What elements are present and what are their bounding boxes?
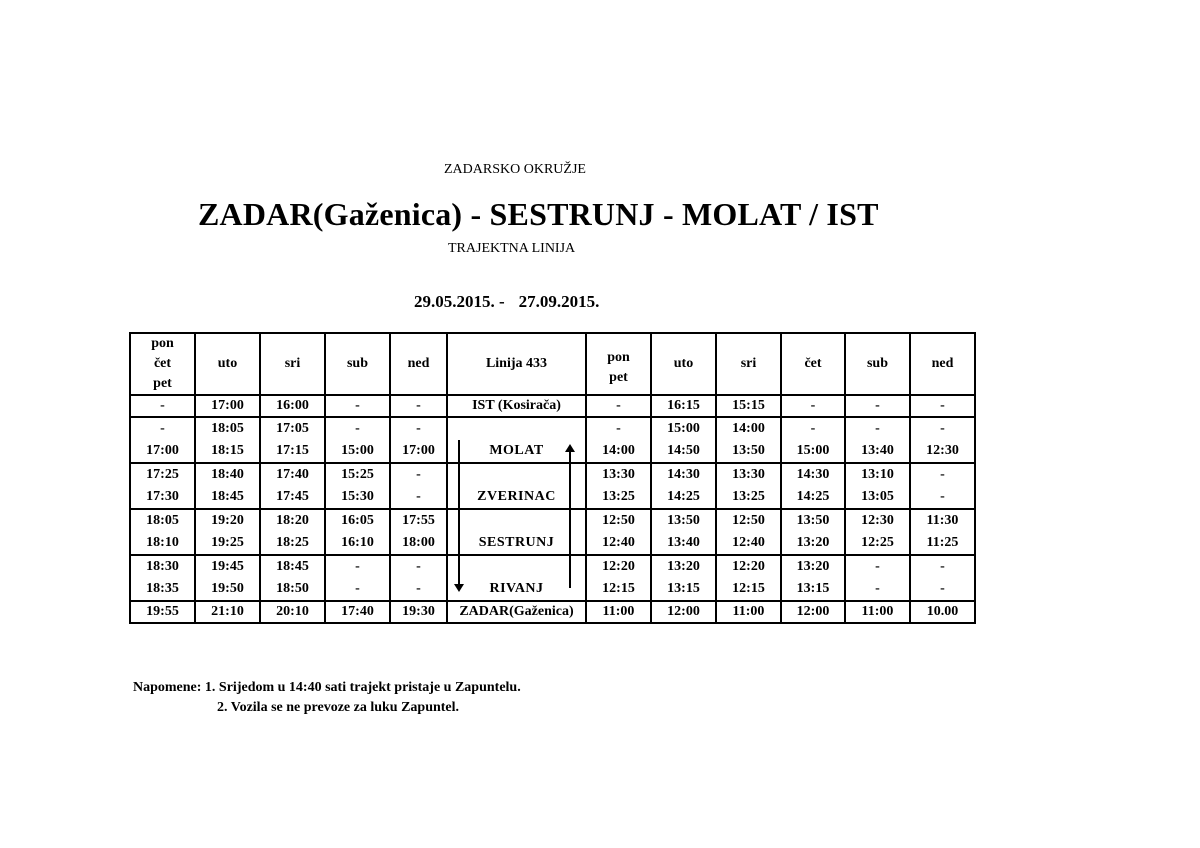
time-pair-cell <box>260 555 325 601</box>
col-header: sub <box>845 333 910 395</box>
time-arrival: 18:20 <box>276 513 309 528</box>
validity-dates <box>414 292 599 312</box>
arrow-down-icon <box>458 440 460 590</box>
stop-row <box>130 463 975 509</box>
time-departure: 14:25 <box>667 489 700 504</box>
time-cell: - <box>130 395 195 417</box>
time-pair-cell <box>716 509 781 555</box>
col-header: ned <box>390 333 447 395</box>
time-departure: 18:00 <box>402 535 435 550</box>
time-departure: 12:40 <box>732 535 765 550</box>
time-arrival: 14:30 <box>796 467 830 482</box>
time-pair-cell <box>651 417 716 463</box>
time-departure: 12:40 <box>602 535 635 550</box>
time-departure: 14:25 <box>796 489 830 504</box>
header-day: pet <box>609 370 628 385</box>
time-arrival: 12:20 <box>732 559 765 574</box>
header-day: pon <box>151 336 174 351</box>
time-pair-cell <box>716 417 781 463</box>
time-pair-cell <box>845 555 910 601</box>
time-departure: 14:50 <box>667 443 700 458</box>
time-pair-cell <box>586 463 651 509</box>
time-departure: 17:00 <box>402 443 435 458</box>
time-departure: 17:45 <box>276 489 309 504</box>
time-arrival: 13:20 <box>667 559 700 574</box>
time-pair-cell <box>260 509 325 555</box>
time-pair-cell <box>260 417 325 463</box>
time-arrival: 14:30 <box>667 467 700 482</box>
time-arrival: 18:05 <box>211 421 244 436</box>
time-arrival: - <box>416 467 421 482</box>
time-pair-cell <box>910 463 975 509</box>
line-label: Linija 433 <box>447 333 586 395</box>
time-arrival: 17:55 <box>402 513 435 528</box>
time-arrival: 13:10 <box>861 467 894 482</box>
table-row <box>130 395 975 417</box>
time-arrival: 17:25 <box>146 467 179 482</box>
time-departure: 15:00 <box>341 443 374 458</box>
time-departure: 12:25 <box>861 535 894 550</box>
region-label: ZADARSKO OKRUŽJE <box>444 162 586 177</box>
time-departure: 13:25 <box>732 489 765 504</box>
time-arrival: 13:30 <box>602 467 635 482</box>
time-pair-cell <box>260 463 325 509</box>
time-cell: - <box>586 395 651 417</box>
time-departure: 18:50 <box>276 581 309 596</box>
time-cell: 19:30 <box>390 601 447 623</box>
time-cell: 21:10 <box>195 601 260 623</box>
time-pair-cell <box>910 417 975 463</box>
stop-name: RIVANJ <box>489 581 544 596</box>
time-pair-cell <box>195 555 260 601</box>
time-arrival: 19:45 <box>211 559 244 574</box>
time-pair-cell <box>195 463 260 509</box>
time-arrival: 19:20 <box>211 513 244 528</box>
time-pair-cell <box>651 509 716 555</box>
time-cell: - <box>910 395 975 417</box>
time-arrival: 12:20 <box>602 559 635 574</box>
time-arrival: 18:40 <box>211 467 244 482</box>
time-departure: 12:15 <box>732 581 765 596</box>
time-arrival: 17:05 <box>276 421 309 436</box>
time-departure: 19:25 <box>211 535 244 550</box>
time-departure: 13:25 <box>602 489 635 504</box>
time-arrival: - <box>940 421 945 436</box>
time-departure: 18:45 <box>211 489 244 504</box>
date-from: 29.05.2015. - <box>414 292 505 311</box>
time-arrival: 15:00 <box>667 421 700 436</box>
time-departure: 12:15 <box>602 581 635 596</box>
header-day: čet <box>153 356 172 371</box>
timetable <box>129 332 976 624</box>
time-arrival: 16:05 <box>341 513 374 528</box>
time-pair-cell <box>390 555 447 601</box>
time-pair-cell <box>781 463 845 509</box>
time-pair-cell <box>716 555 781 601</box>
time-pair-cell <box>586 555 651 601</box>
col-header: čet <box>781 333 845 395</box>
time-cell: 11:00 <box>716 601 781 623</box>
time-cell: 12:00 <box>651 601 716 623</box>
note-2: 2. Vozila se ne prevoze za luku Zapuntel. <box>217 700 460 715</box>
time-cell: 17:40 <box>325 601 390 623</box>
time-pair-cell <box>781 555 845 601</box>
col-header: uto <box>651 333 716 395</box>
time-arrival: 13:30 <box>732 467 765 482</box>
time-pair-cell <box>781 417 845 463</box>
col-header: sub <box>325 333 390 395</box>
time-arrival: 13:50 <box>796 513 830 528</box>
time-departure: - <box>416 581 421 596</box>
time-cell: 15:15 <box>716 395 781 417</box>
col-header: ned <box>910 333 975 395</box>
time-arrival: 18:05 <box>146 513 179 528</box>
arrow-up-icon <box>569 448 571 588</box>
time-cell: 16:00 <box>260 395 325 417</box>
time-pair-cell <box>130 417 195 463</box>
time-arrival: - <box>416 421 421 436</box>
stop-name: ZADAR(Gaženica) <box>447 601 586 623</box>
time-departure: 18:35 <box>146 581 179 596</box>
time-cell: - <box>781 395 845 417</box>
time-pair-cell <box>390 463 447 509</box>
time-cell: 11:00 <box>845 601 910 623</box>
time-cell: 11:00 <box>586 601 651 623</box>
time-arrival: 12:30 <box>861 513 894 528</box>
time-departure: - <box>940 489 945 504</box>
stop-name: MOLAT <box>489 443 544 458</box>
header-day: pet <box>153 376 172 391</box>
time-pair-cell <box>586 509 651 555</box>
time-arrival: - <box>940 467 945 482</box>
time-pair-cell <box>586 417 651 463</box>
time-departure: 18:15 <box>211 443 244 458</box>
time-departure: 13:50 <box>732 443 765 458</box>
time-arrival: - <box>875 421 880 436</box>
time-pair-cell <box>716 463 781 509</box>
time-departure: 12:30 <box>926 443 959 458</box>
time-pair-cell <box>910 509 975 555</box>
time-arrival: 13:50 <box>667 513 700 528</box>
time-departure: - <box>875 581 880 596</box>
time-arrival: - <box>160 421 165 436</box>
time-departure: 11:25 <box>926 535 959 550</box>
time-departure: 18:25 <box>276 535 309 550</box>
time-departure: 17:15 <box>276 443 309 458</box>
time-departure: 13:20 <box>796 535 830 550</box>
notes <box>133 678 521 718</box>
time-departure: 17:00 <box>146 443 179 458</box>
stop-name: ZVERINAC <box>477 489 556 504</box>
time-departure: 18:10 <box>146 535 179 550</box>
time-arrival: - <box>416 559 421 574</box>
time-arrival: - <box>355 421 360 436</box>
time-pair-cell <box>195 417 260 463</box>
col-header: uto <box>195 333 260 395</box>
time-departure: 13:15 <box>667 581 700 596</box>
time-departure: - <box>940 581 945 596</box>
time-arrival: 18:45 <box>276 559 309 574</box>
time-departure: 13:05 <box>861 489 894 504</box>
time-cell: - <box>845 395 910 417</box>
time-arrival: - <box>940 559 945 574</box>
time-pair-cell <box>195 509 260 555</box>
table-row <box>130 601 975 623</box>
time-departure: 16:10 <box>341 535 374 550</box>
time-arrival: 11:30 <box>926 513 959 528</box>
date-to: 27.09.2015. <box>518 292 600 311</box>
time-departure: 14:00 <box>602 443 635 458</box>
time-pair-cell <box>390 417 447 463</box>
time-pair-cell <box>651 463 716 509</box>
stop-cell <box>447 463 586 509</box>
stop-cell <box>447 417 586 463</box>
time-departure: 19:50 <box>211 581 244 596</box>
time-departure: 17:30 <box>146 489 179 504</box>
col-header: sri <box>260 333 325 395</box>
time-departure: 13:40 <box>667 535 700 550</box>
stop-name: IST (Kosirača) <box>447 395 586 417</box>
header-day: pon <box>607 350 630 365</box>
time-departure: 13:40 <box>861 443 894 458</box>
time-cell: - <box>390 395 447 417</box>
time-pair-cell <box>910 555 975 601</box>
time-pair-cell <box>781 509 845 555</box>
page-subtitle: TRAJEKTNA LINIJA <box>448 241 576 256</box>
time-departure: 15:30 <box>341 489 374 504</box>
time-pair-cell <box>390 509 447 555</box>
time-departure: - <box>416 489 421 504</box>
col-header-pon-cet-pet <box>130 333 195 395</box>
time-arrival: - <box>875 559 880 574</box>
time-departure: 15:00 <box>796 443 830 458</box>
time-arrival: 12:50 <box>602 513 635 528</box>
page-title: ZADAR(Gaženica) - SESTRUNJ - MOLAT / IST <box>198 196 879 232</box>
time-pair-cell <box>845 509 910 555</box>
time-pair-cell <box>845 463 910 509</box>
time-pair-cell <box>130 555 195 601</box>
time-arrival: - <box>355 559 360 574</box>
time-arrival: 17:40 <box>276 467 309 482</box>
time-pair-cell <box>651 555 716 601</box>
time-cell: 20:10 <box>260 601 325 623</box>
time-pair-cell <box>325 509 390 555</box>
time-cell: 16:15 <box>651 395 716 417</box>
time-arrival: 12:50 <box>732 513 765 528</box>
time-pair-cell <box>130 509 195 555</box>
time-arrival: 13:20 <box>796 559 830 574</box>
time-departure: - <box>355 581 360 596</box>
stop-cell <box>447 509 586 555</box>
stop-row <box>130 555 975 601</box>
col-header-pon-pet <box>586 333 651 395</box>
time-pair-cell <box>845 417 910 463</box>
time-pair-cell <box>325 463 390 509</box>
time-arrival: - <box>616 421 621 436</box>
time-pair-cell <box>325 417 390 463</box>
stop-row <box>130 509 975 555</box>
col-header: sri <box>716 333 781 395</box>
stop-cell <box>447 555 586 601</box>
time-pair-cell <box>325 555 390 601</box>
time-arrival: 14:00 <box>732 421 765 436</box>
stop-row <box>130 417 975 463</box>
time-cell: 12:00 <box>781 601 845 623</box>
time-cell: 10.00 <box>910 601 975 623</box>
time-cell: 19:55 <box>130 601 195 623</box>
time-cell: 17:00 <box>195 395 260 417</box>
time-departure: 13:15 <box>796 581 830 596</box>
time-arrival: 15:25 <box>341 467 374 482</box>
time-pair-cell <box>130 463 195 509</box>
note-1: Napomene: 1. Srijedom u 14:40 sati trajekt pristaje u Zapuntelu. <box>133 680 521 695</box>
time-arrival: 18:30 <box>146 559 179 574</box>
header-row <box>130 333 975 395</box>
stop-name: SESTRUNJ <box>478 535 555 550</box>
time-arrival: - <box>810 421 816 436</box>
time-cell: - <box>325 395 390 417</box>
